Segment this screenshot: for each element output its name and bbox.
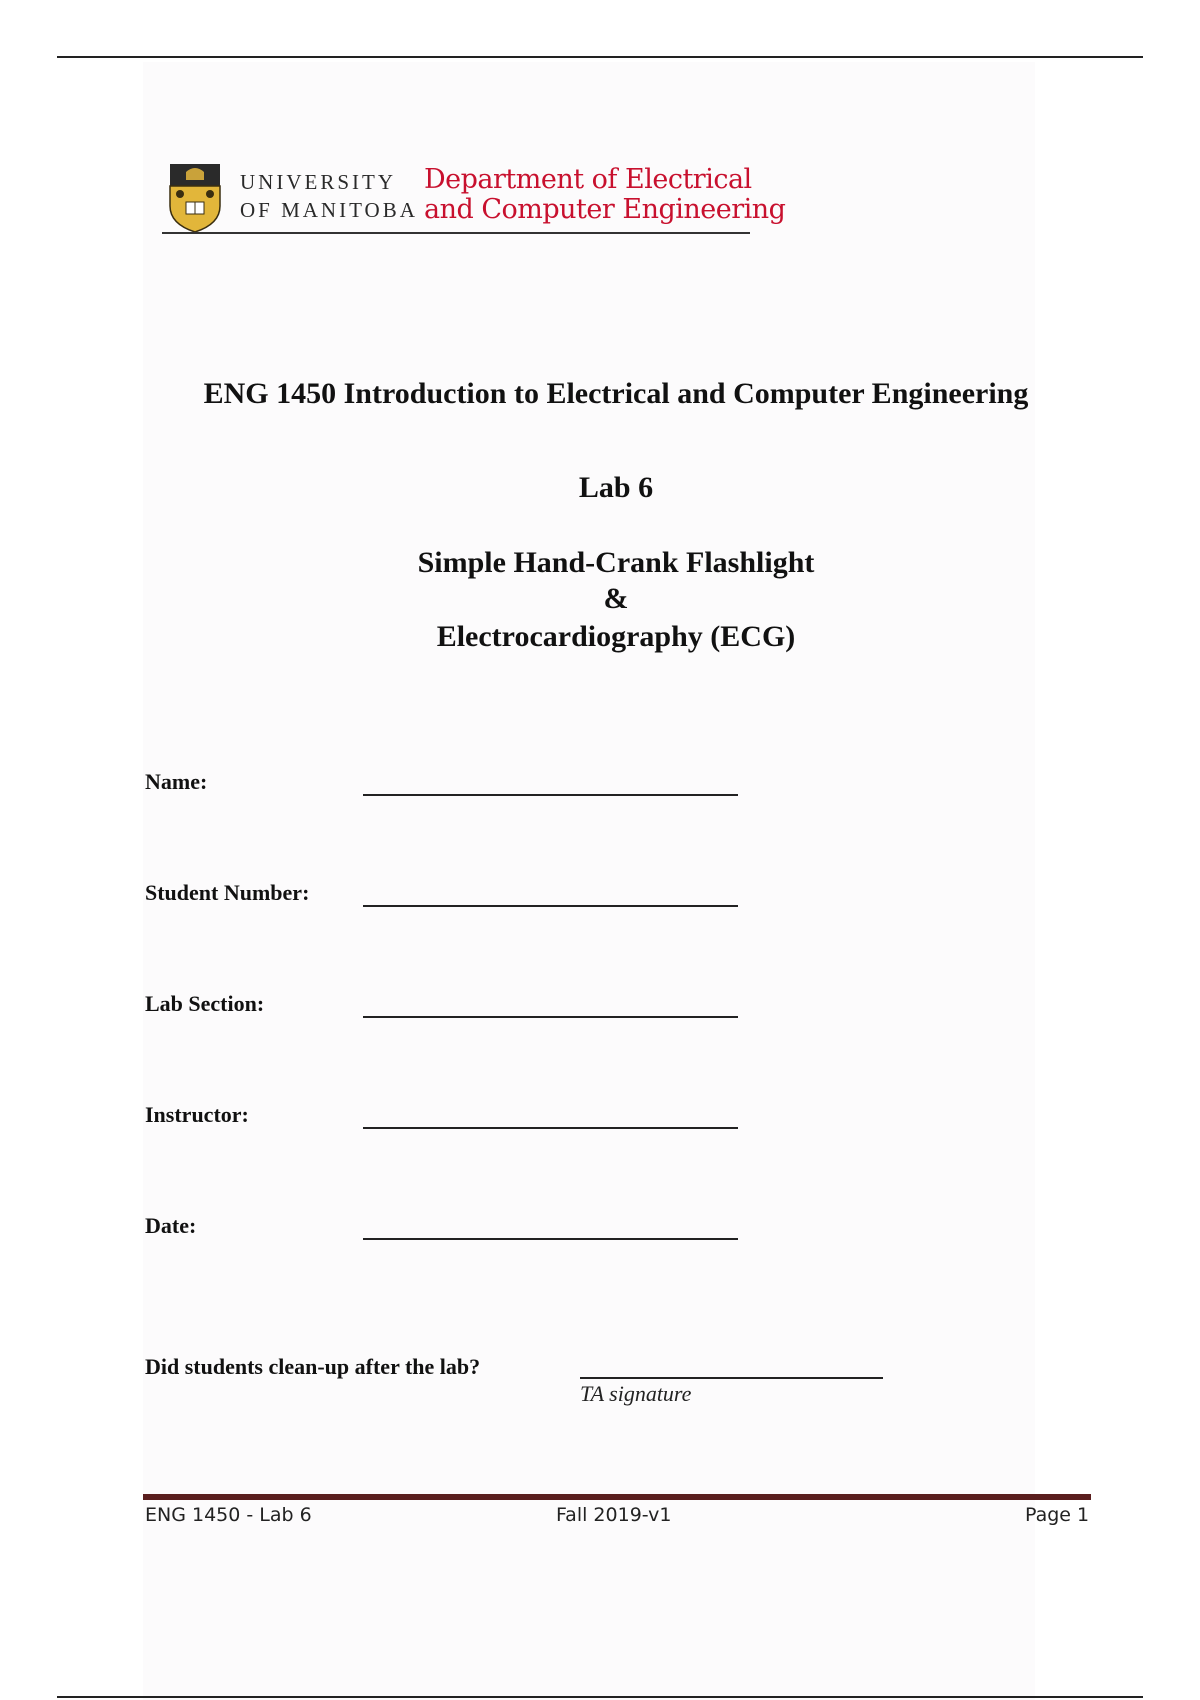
ta-signature-caption: TA signature xyxy=(580,1381,692,1406)
date-label: Date: xyxy=(145,1213,197,1238)
course-title: ENG 1450 Introduction to Electrical and Computer Engineering xyxy=(203,377,1029,410)
name-label: Name: xyxy=(145,769,208,794)
logo-underline xyxy=(162,232,750,234)
instructor-label: Instructor: xyxy=(145,1102,249,1127)
lab-section-label: Lab Section: xyxy=(145,991,265,1016)
lab-section-field[interactable] xyxy=(363,1016,738,1018)
instructor-field[interactable] xyxy=(363,1127,738,1129)
footer-bar xyxy=(143,1494,1091,1500)
lab-title-ampersand: & xyxy=(603,582,629,615)
university-name-line1: UNIVERSITY xyxy=(240,170,396,194)
footer-term: Fall 2019-v1 xyxy=(556,1504,672,1526)
university-logo xyxy=(162,160,786,236)
department-name-line2: and Computer Engineering xyxy=(424,194,786,225)
footer-course: ENG 1450 - Lab 6 xyxy=(145,1504,312,1526)
lab-title-line2: Electrocardiography (ECG) xyxy=(436,620,796,653)
department-name-line1: Department of Electrical xyxy=(424,164,752,195)
university-name-line2: OF MANITOBA xyxy=(240,198,418,222)
date-field[interactable] xyxy=(363,1238,738,1240)
lab-number: Lab 6 xyxy=(578,471,654,504)
student-number-field[interactable] xyxy=(363,905,738,907)
top-rule xyxy=(57,56,1143,58)
cleanup-question: Did students clean-up after the lab? xyxy=(145,1354,481,1379)
lab-title-line1: Simple Hand-Crank Flashlight xyxy=(417,546,815,579)
bottom-rule xyxy=(57,1696,1143,1698)
name-field[interactable] xyxy=(363,794,738,796)
ta-signature-field[interactable] xyxy=(580,1377,883,1379)
university-crest-icon xyxy=(166,162,224,234)
footer-page-number: Page 1 xyxy=(1025,1504,1090,1526)
student-number-label: Student Number: xyxy=(145,880,310,905)
